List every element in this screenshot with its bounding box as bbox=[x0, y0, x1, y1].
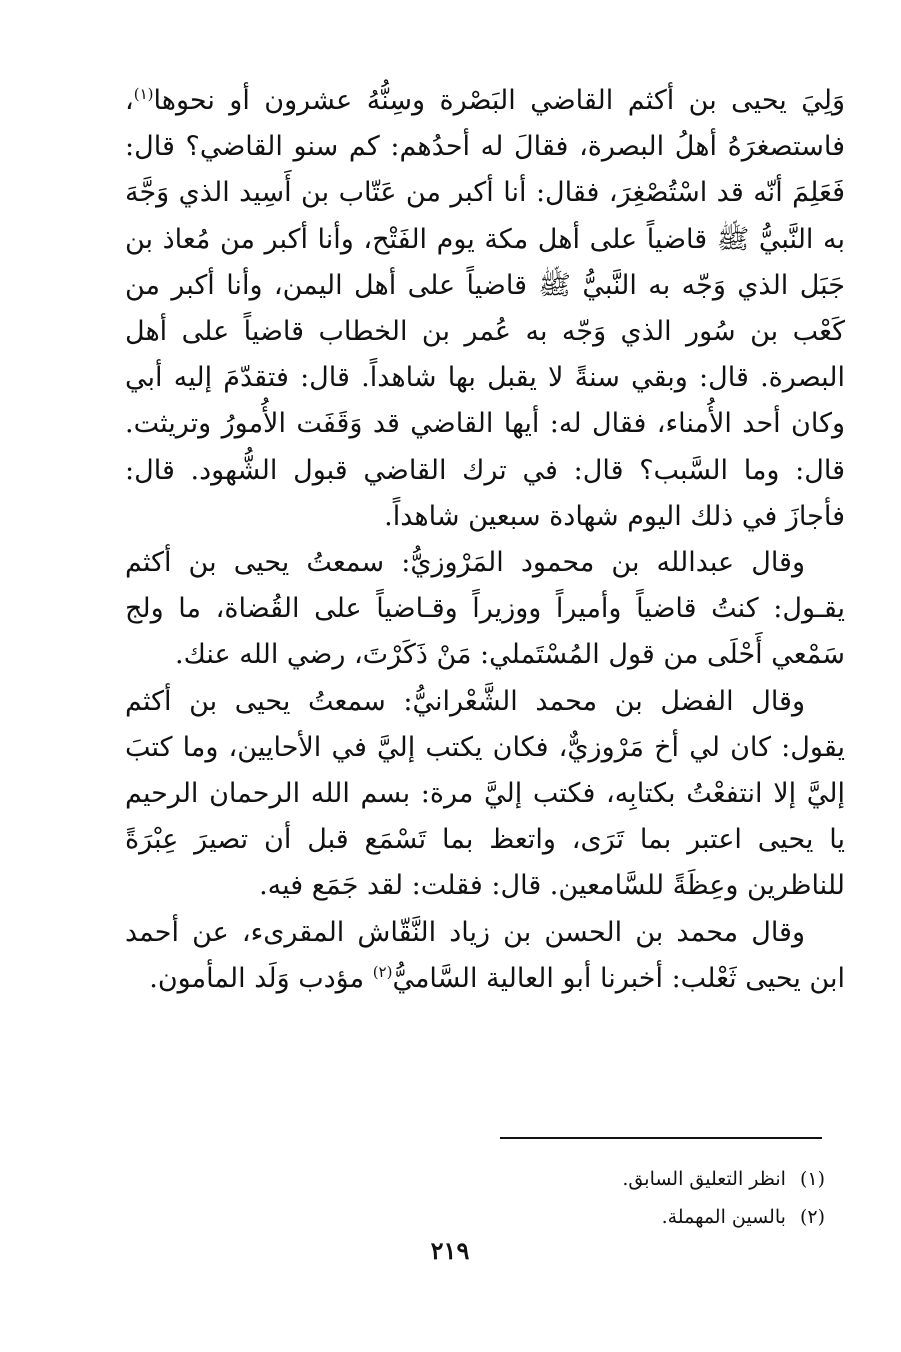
page-number: ٢١٩ bbox=[430, 1236, 470, 1265]
footnote-number: (١) bbox=[799, 1168, 825, 1190]
footnote-ref-2: (٢) bbox=[372, 962, 393, 981]
paragraph-1 bbox=[125, 78, 845, 540]
main-text bbox=[125, 78, 845, 1002]
footnote-ref-1: (١) bbox=[133, 85, 154, 103]
paragraph-text-tail: ، فاستصغرَهُ أهلُ البصرة، فقالَ له أحدُهم: كم سنو القاضي؟ قال: فَعَلِمَ أنّه قد اسْتُصْغِرَ، فقال: أنا أكبر من عَتّاب بن أَسِيد الذي وَجَّهَ به النَّبيُّ ﷺ قاضياً على أهل مكة يوم الفَتْح، وأنا أكبر من مُعاذ بن جَبَل الذي وَجّه به النَّبيُّ ﷺ قاضياً على أهل اليمن، وأنا أكبر من كَعْب بن سُور الذي وَجّه به عُمر بن الخطاب قاضياً على أهل البصرة. قال: وبقي سنةً لا يقبل بها شاهداً. قال: فتقدّمَ إليه أبي وكان أحد الأُمناء، فقال له: أيها القاضي قد وَقَفَت الأُمورُ وتريثت. قال: وما السَّبب؟ قال: في ترك القاضي قبول الشُّهود. قال: فأجازَ في ذلك اليوم شهادة سبعين شاهداً. bbox=[125, 85, 845, 532]
paragraph-4 bbox=[125, 910, 845, 1002]
footnote-number: (٢) bbox=[799, 1206, 825, 1228]
paragraph-text-tail: مؤدب وَلَد المأمون. bbox=[149, 962, 373, 994]
paragraph-2: وقال عبدالله بن محمود المَرْوزيُّ: سمعتُ يحيى بن أكثم يقـول: كنتُ قاضياً وأميراً ووزيراً وقـاضياً على القُضاة، ما ولج سَمْعي أَحْلَى من قول المُسْتَملي: مَنْ ذَكَرْتَ، رضي الله عنك. bbox=[125, 547, 845, 671]
footnote-2 bbox=[400, 1198, 825, 1236]
footnote-text: بالسين المهملة. bbox=[661, 1206, 786, 1228]
footnotes bbox=[400, 1160, 825, 1236]
footnote-1 bbox=[400, 1160, 825, 1198]
footnote-text: انظر التعليق السابق. bbox=[622, 1168, 786, 1190]
paragraph-text: وقال محمد بن الحسن بن زياد النَّقّاش المقرىء، عن أحمد ابن يحيى ثَعْلب: أخبرنا أبو العالية السَّاميُّ bbox=[125, 916, 845, 994]
paragraph-3: وقال الفضل بن محمد الشَّعْرانيُّ: سمعتُ يحيى بن أكثم يقول: كان لي أخ مَرْوزيٌّ، فكان يكتب إليَّ في الأحايين، وما كتبَ إليَّ إلا انتفعْتُ بكتابِه، فكتب إليَّ مرة: بسم الله الرحمان الرحيم يا يحيى اعتبر بما تَرَى، واتعظ بما تَسْمَع قبل أن تصيرَ عِبْرَةً للناظرين وعِظَةً للسَّامعين. قال: فقلت: لقد جَمَع فيه. bbox=[125, 685, 845, 902]
footnote-separator bbox=[500, 1137, 822, 1139]
paragraph-text: وَلِيَ يحيى بن أكثم القاضي البَصْرة وسِنُّهُ عشرون أو نحوها bbox=[153, 85, 845, 116]
